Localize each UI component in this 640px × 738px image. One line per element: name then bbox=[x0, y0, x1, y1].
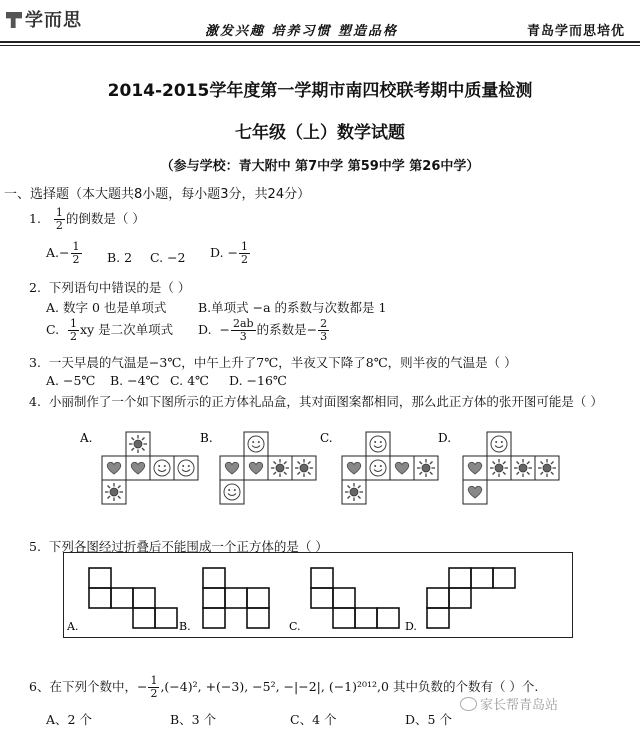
q4-label-b: B. bbox=[200, 431, 213, 445]
q5-label-d: D. bbox=[405, 620, 417, 633]
q6-option-a: A、2 个 bbox=[46, 712, 92, 727]
question-1: 1. $\frac{1}{2}$ 的倒数是（ ） bbox=[29, 206, 145, 232]
q3-option-b: B. −4℃ bbox=[110, 373, 160, 388]
q2-option-b: B.单项式 −a 的系数与次数都是 1 bbox=[198, 300, 387, 315]
header-branch: 青岛学而思培优 bbox=[527, 24, 626, 39]
header-motto: 激发兴趣 培养习惯 塑造品格 bbox=[205, 24, 399, 39]
question-6: 6、在下列个数中，− $\frac{1}{2}$ ,(−4)², +(−3), −5², −|−2|, (−1)²⁰¹²,0 其中负数的个数有（ ）个. bbox=[29, 674, 539, 700]
exam-subtitle: 七年级（上）数学试题 bbox=[235, 123, 405, 143]
exam-title: 2014-2015学年度第一学期市南四校联考期中质量检测 bbox=[107, 81, 533, 101]
q5-nets-figure bbox=[63, 552, 571, 636]
q3-option-d: D. −16℃ bbox=[229, 373, 287, 388]
q4-net-b bbox=[220, 432, 316, 504]
question-4: 4. 小丽制作了一个如下图所示的正方体礼品盒，其对面图案都相同，那么此正方体的张开图可能是（ ） bbox=[29, 394, 603, 409]
q3-option-a: A. −5℃ bbox=[46, 373, 96, 388]
header-divider-thin bbox=[0, 45, 640, 46]
q5-net-c bbox=[311, 568, 399, 628]
q6-option-b: B、3 个 bbox=[170, 712, 217, 727]
participating-schools: （参与学校：青大附中 第7中学 第59中学 第26中学） bbox=[160, 159, 480, 174]
cube-nets-figure bbox=[70, 420, 610, 510]
q4-net-d bbox=[463, 432, 559, 504]
header-divider bbox=[0, 41, 640, 43]
q1-option-c: C. −2 bbox=[150, 250, 186, 265]
q5-net-a bbox=[89, 568, 177, 628]
brand-logo: 学而思 bbox=[6, 6, 82, 32]
q1-option-b: B. 2 bbox=[107, 250, 133, 265]
q5-net-d bbox=[427, 568, 515, 628]
q4-net-a bbox=[102, 432, 198, 504]
q4-label-a: A. bbox=[80, 431, 93, 445]
watermark: 家长帮青岛站 bbox=[460, 694, 558, 713]
q6-option-c: C、4 个 bbox=[290, 712, 337, 727]
q1-option-d: D. − $\frac{1}{2}$ bbox=[210, 240, 249, 266]
q2-option-c: C. $\frac{1}{2}$ xy 是二次单项式 bbox=[46, 317, 174, 343]
q1-fraction: $\frac{1}{2}$ bbox=[55, 206, 63, 232]
question-3: 3. 一天早晨的气温是−3℃，中午上升了7℃，半夜又下降了8℃，则半夜的气温是（ ） bbox=[29, 355, 517, 370]
q2-option-a: A. 数字 0 也是单项式 bbox=[46, 300, 167, 315]
q4-label-d: D. bbox=[438, 431, 452, 445]
question-2: 2. 下列语句中错误的是（ ） bbox=[29, 280, 191, 295]
q4-label-c: C. bbox=[320, 431, 333, 445]
q4-net-c bbox=[342, 432, 438, 504]
q3-option-c: C. 4℃ bbox=[170, 373, 210, 388]
wechat-icon bbox=[460, 697, 477, 711]
q1-option-a: A.− $\frac{1}{2}$ bbox=[46, 240, 80, 266]
q5-label-a: A. bbox=[67, 620, 79, 633]
logo-icon bbox=[6, 12, 22, 28]
q6-option-d: D、5 个 bbox=[405, 712, 452, 727]
q2-option-d: D. − $\frac{2ab}{3}$ 的系数是− $\frac{2}{3}$ bbox=[198, 317, 328, 343]
q5-net-b bbox=[203, 568, 269, 628]
q5-label-b: B. bbox=[179, 620, 191, 633]
q5-label-c: C. bbox=[289, 620, 301, 633]
section-heading: 一、选择题（本大题共8小题，每小题3分，共24分） bbox=[4, 187, 311, 202]
question-5: 5. 下列各图经过折叠后不能围成一个正方体的是（ ） bbox=[29, 539, 328, 554]
